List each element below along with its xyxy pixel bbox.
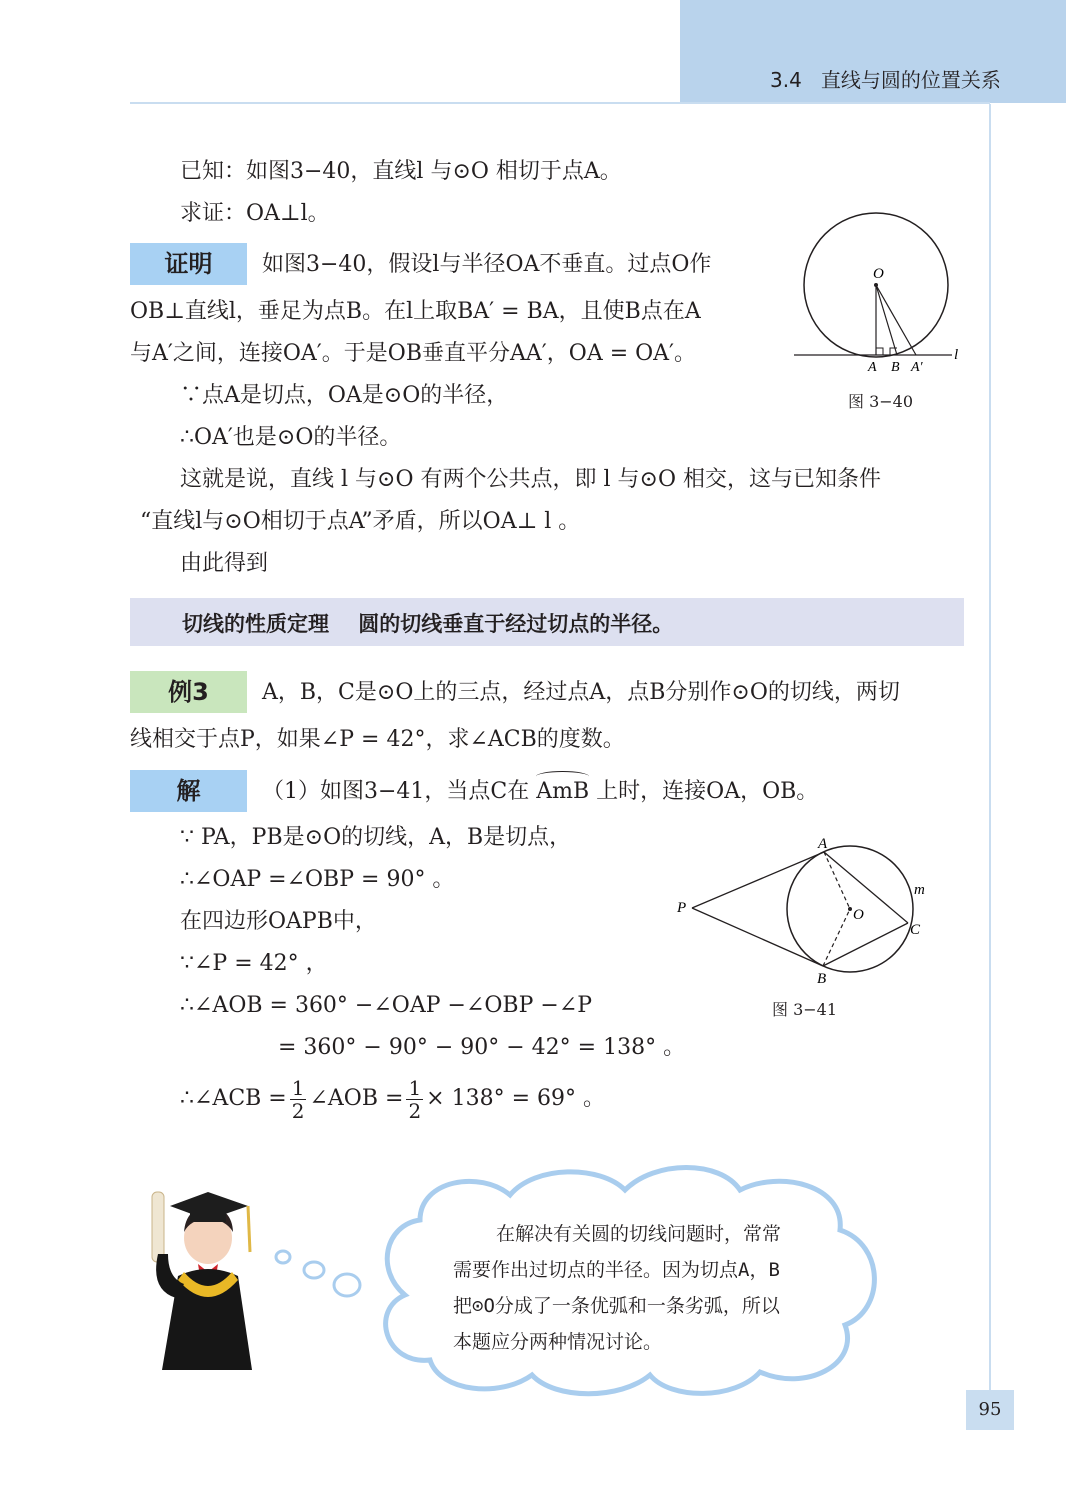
bubble-line-2: 需要作出过切点的半径。因为切点A，B: [453, 1259, 780, 1281]
student-graduate-illustration: [140, 1180, 270, 1370]
figure-3-41-caption: 图 3−41: [772, 1000, 838, 1019]
figure-3-41: [670, 830, 940, 1000]
proof-line-5: ∴OA′也是⊙O的半径。: [180, 425, 402, 450]
fig1-segment-OB: [876, 285, 897, 355]
solution-line-1: [262, 777, 818, 807]
arc-label: AmB: [536, 777, 589, 807]
fig1-label-B: B: [891, 360, 900, 375]
figure-3-40: [790, 205, 970, 415]
bubble-line-1: 在解决有关圆的切线问题时，常常: [496, 1223, 782, 1245]
solution-line-4: 在四边形OAPB中，: [180, 909, 377, 934]
tassel: [248, 1206, 250, 1252]
theorem-text: 切线的性质定理 圆的切线垂直于经过切点的半径。: [182, 612, 674, 636]
final-post: × 138° = 69° 。: [426, 1086, 605, 1111]
section-title: 3.4 直线与圆的位置关系: [770, 68, 1001, 92]
fig2-radius-OA: [824, 852, 850, 909]
fig2-label-P: P: [677, 900, 687, 916]
example-line-2: 线相交于点P，如果∠P = 42°，求∠ACB的度数。: [130, 727, 625, 752]
fig2-label-C: C: [910, 922, 921, 938]
solution-final-line: [180, 1074, 605, 1124]
example-tag: 例3: [130, 671, 247, 713]
fig2-radius-OB: [823, 909, 850, 966]
proof-line-6: 这就是说，直线 l 与⊙O 有两个公共点，即 l 与⊙O 相交，这与已知条件: [180, 467, 881, 492]
fig1-segment-OA2: [876, 285, 916, 355]
solution-line-3: ∴∠OAP =∠OBP = 90° 。: [180, 867, 455, 892]
fig1-label-l: l: [954, 347, 959, 363]
fig2-label-O: O: [853, 907, 864, 923]
fig2-label-A: A: [818, 836, 828, 852]
fig2-tangent-PA: [692, 852, 824, 908]
bubble-line-3: 把⊙O分成了一条优弧和一条劣弧，所以: [453, 1295, 780, 1317]
margin-rule: [989, 104, 991, 1394]
fig2-tangent-PB: [692, 908, 823, 966]
proof-line-1: 如图3−40，假设l与半径OA不垂直。过点O作: [262, 252, 712, 277]
fig1-label-A-prime: A′: [911, 360, 923, 375]
solution-line-2: ∵ PA，PB是⊙O的切线，A，B是切点，: [180, 825, 572, 850]
fraction-half-2: $\frac{1}{2}$: [408, 1075, 422, 1123]
given-line-1: 已知：如图3−40，直线l 与⊙O 相切于点A。: [180, 159, 622, 184]
proof-line-3: 与A′之间，连接OA′。于是OB垂直平分AA′，OA = OA′。: [130, 341, 697, 366]
solution-line-1-post: 上时，连接OA，OB。: [589, 779, 819, 804]
proof-line-7: “直线l与⊙O相切于点A”矛盾，所以OA⊥ l 。: [140, 509, 581, 534]
example-line-1: A，B，C是⊙O上的三点，经过点A，点B分别作⊙O的切线，两切: [262, 680, 900, 705]
fraction-half-1: $\frac{1}{2}$: [291, 1075, 305, 1123]
header-rule: [130, 102, 990, 104]
fig1-center-dot: [874, 283, 878, 287]
page-number: 95: [966, 1390, 1014, 1430]
bubble-dot-1: [276, 1251, 290, 1263]
solution-line-1-pre: （1）如图3−41，当点C在: [262, 779, 537, 804]
proof-tag: 证明: [130, 243, 247, 285]
proof-line-4: ∵点A是切点，OA是⊙O的半径，: [180, 383, 509, 408]
fig1-label-A: A: [868, 360, 877, 375]
fig2-chord-AC: [824, 852, 908, 923]
solution-line-7: = 360° − 90° − 90° − 42° = 138° 。: [278, 1035, 686, 1060]
final-pre: ∴∠ACB =: [180, 1086, 287, 1111]
solution-line-6: ∴∠AOB = 360° −∠OAP −∠OBP −∠P: [180, 993, 593, 1018]
fig2-label-B: B: [817, 971, 827, 987]
fig2-chord-BC: [823, 923, 908, 966]
solution-line-5: ∵∠P = 42° ，: [180, 951, 328, 976]
fig2-center-dot: [848, 907, 852, 911]
fig1-right-angle-A: [876, 348, 883, 355]
proof-line-8: 由此得到: [180, 551, 269, 576]
proof-line-2: OB⊥直线l，垂足为点B。在l上取BA′ = BA，且使B点在A: [130, 299, 701, 324]
bubble-dot-2: [304, 1262, 324, 1278]
bubble-line-4: 本题应分两种情况讨论。: [453, 1331, 663, 1353]
theorem-box: [130, 598, 964, 646]
final-mid: ∠AOB =: [309, 1086, 404, 1111]
fig1-label-O: O: [873, 266, 884, 282]
bubble-dot-3: [334, 1274, 360, 1296]
given-line-2: 求证：OA⊥l。: [180, 201, 330, 226]
solution-tag: 解: [130, 770, 247, 812]
figure-3-40-caption: 图 3−40: [848, 392, 914, 411]
fig2-label-m: m: [914, 882, 925, 898]
diploma-scroll-icon: [152, 1192, 164, 1262]
